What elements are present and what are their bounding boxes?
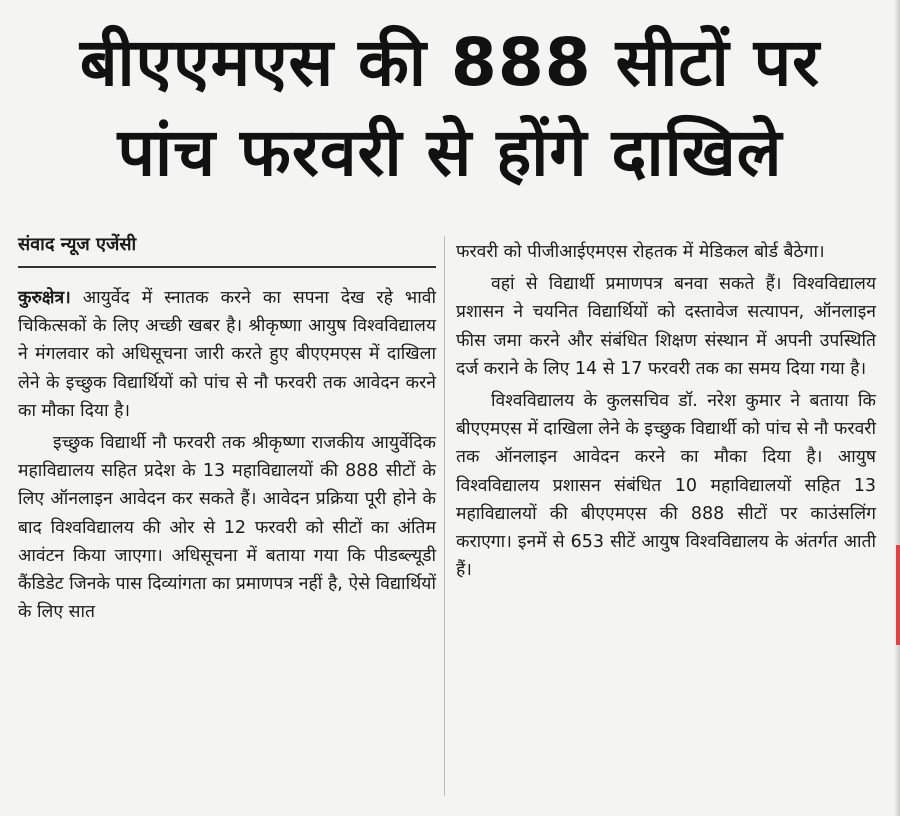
dateline-place: कुरुक्षेत्र। — [18, 288, 71, 308]
left-paragraph-1-text: आयुर्वेद में स्नातक करने का सपना देख रहे भावी चिकित्सकों के लिए अच्छी खबर है। श्रीकृष्णा आयुष विश्वविद्यालय ने मंगलवार को अधिसूचना जारी करते हुए बीएएमएस में दाखिला लेने के इच्छुक विद्यार्थियों को पांच से नौ फरवरी तक आवेदन करने का मौका दिया है। — [18, 288, 436, 421]
byline: संवाद न्यूज एजेंसी — [18, 232, 436, 268]
page-edge-mark — [896, 545, 900, 645]
headline-line-1: बीएएमएस की 888 सीटों पर — [79, 24, 821, 101]
headline — [20, 18, 880, 198]
left-column — [18, 232, 436, 630]
right-paragraph-1: वहां से विद्यार्थी प्रमाणपत्र बनवा सकते हैं। विश्वविद्यालय प्रशासन ने चयनित विद्यार्थियों को दस्तावेज सत्यापन, ऑनलाइन फीस जमा करने और संबंधित शिक्षण संस्थान में अपनी उपस्थिति दर्ज कराने के लिए 14 से 17 फरवरी तक का समय दिया गया है। — [456, 274, 876, 379]
right-column — [456, 238, 876, 588]
page-edge — [894, 0, 900, 816]
column-divider — [444, 236, 445, 796]
left-paragraph-1 — [18, 284, 436, 425]
right-paragraph-2: विश्वविद्यालय के कुलसचिव डॉ. नरेश कुमार ने बताया कि बीएएमएस में दाखिला लेने के इच्छुक विद्यार्थी को पांच से नौ फरवरी तक ऑनलाइन आवेदन करने का मौका दिया है। आयुष विश्वविद्यालय प्रशासन संबंधित 10 महाविद्यालयों सहित 13 महाविद्यालयों की बीएएमएस की 888 सीटों पर काउंसलिंग कराएगा। इनमें से 653 सीटें आयुष विश्वविद्यालय के अंतर्गत आती हैं। — [456, 391, 876, 581]
headline-line-2: पांच फरवरी से होंगे दाखिले — [117, 114, 783, 191]
right-paragraph-continued: फरवरी को पीजीआईएमएस रोहतक में मेडिकल बोर्ड बैठेगा। — [456, 242, 825, 262]
left-paragraph-2: इच्छुक विद्यार्थी नौ फरवरी तक श्रीकृष्णा राजकीय आयुर्वेदिक महाविद्यालय सहित प्रदेश के 13 महाविद्यालयों की 888 सीटों के लिए ऑनलाइन आवेदन कर सकते हैं। आवेदन प्रक्रिया पूरी होने के बाद विश्वविद्यालय की ओर से 12 फरवरी को सीटों का अंतिम आवंटन किया जाएगा। अधिसूचना में बताया गया कि पीडब्ल्यूडी कैंडिडेट जिनके पास दिव्यांगता का प्रमाणपत्र नहीं है, ऐसे विद्यार्थियों के लिए सात — [18, 433, 436, 623]
